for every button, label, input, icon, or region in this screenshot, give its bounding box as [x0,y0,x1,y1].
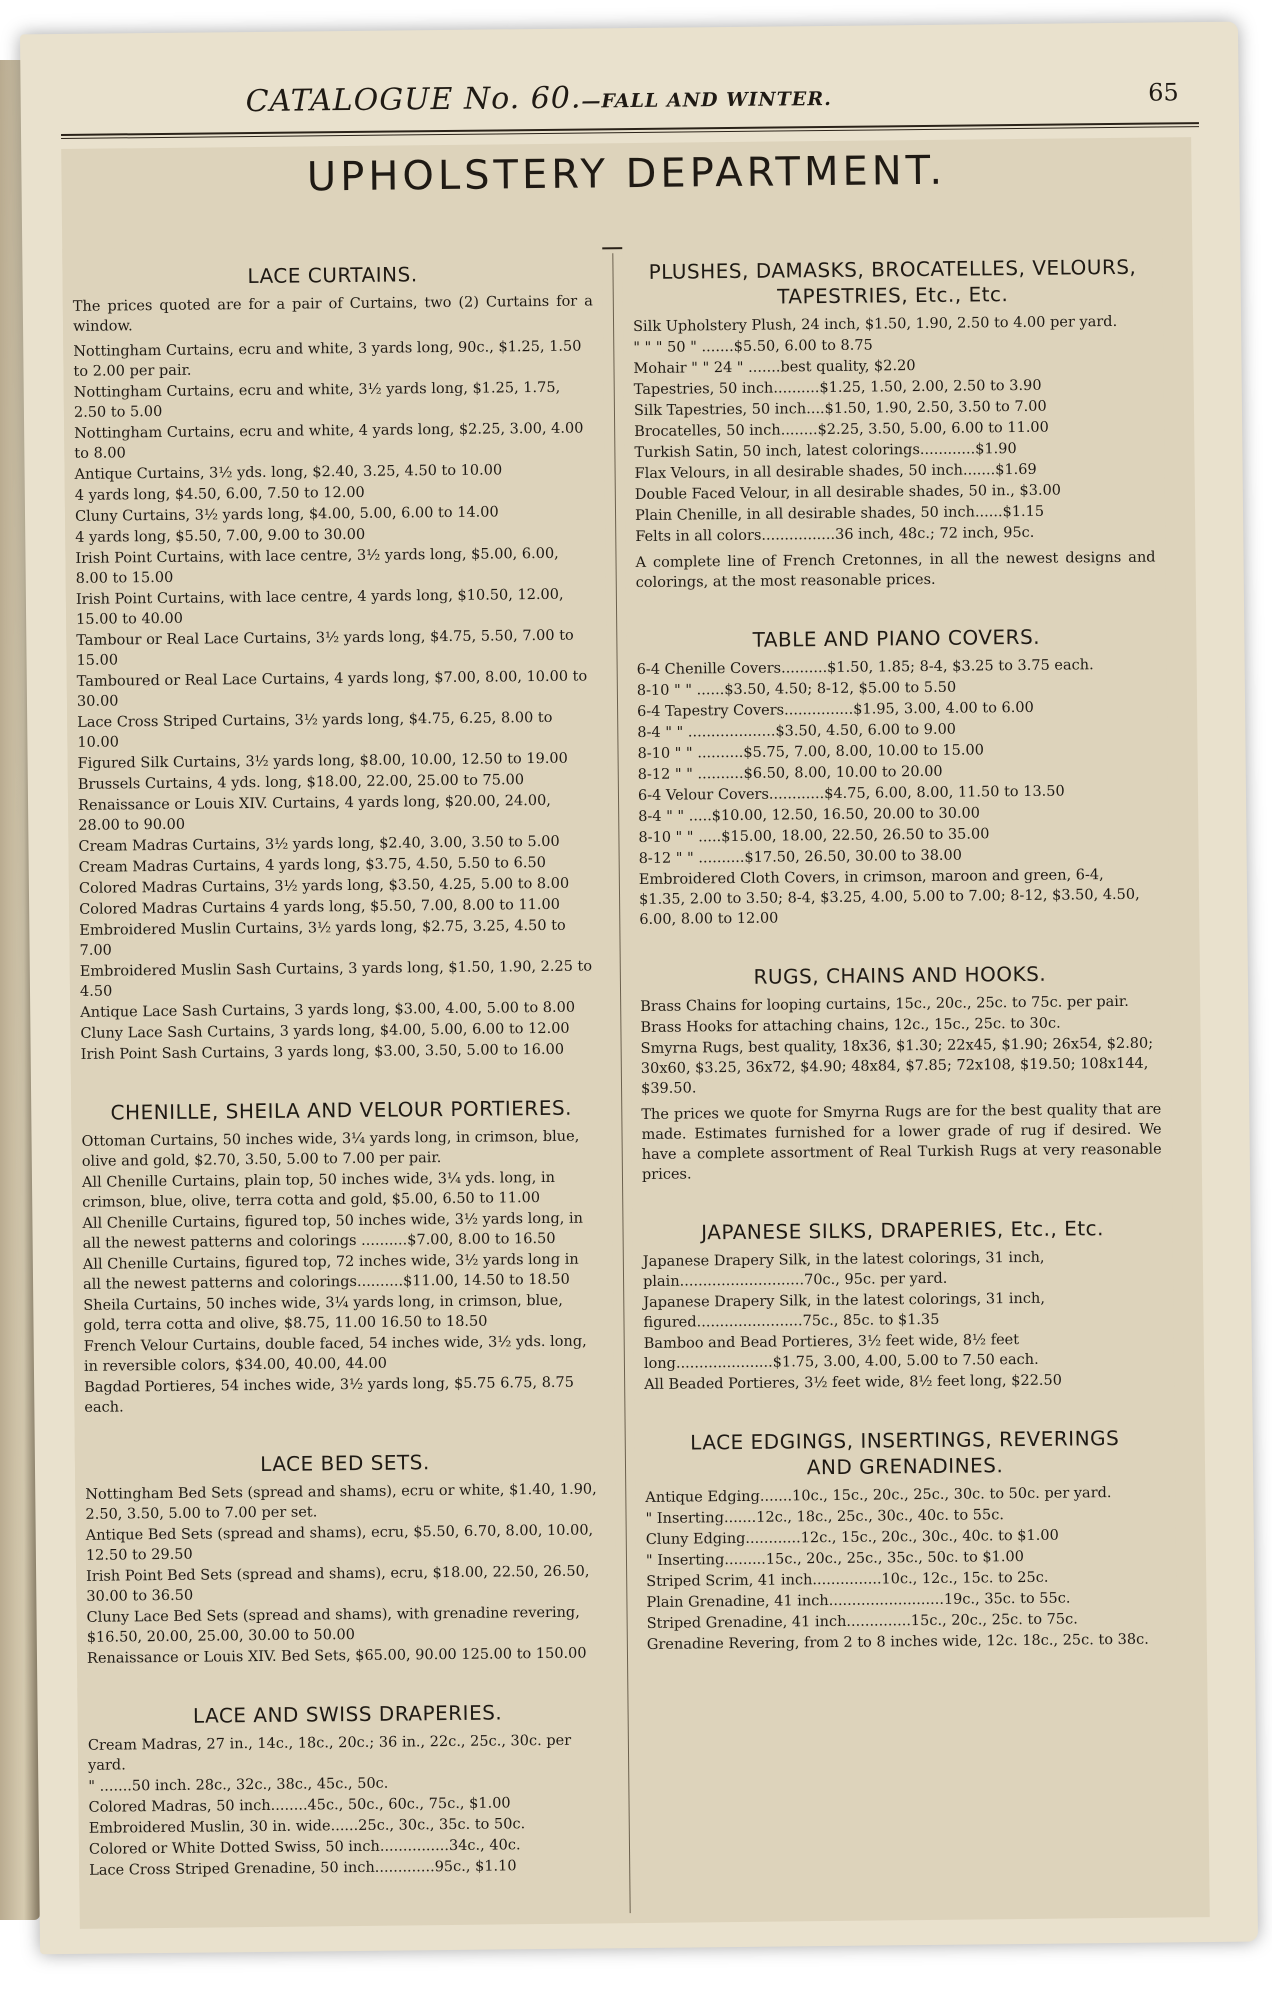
price-list-item-text: Cluny Edging............12c., 15c., 20c., 30c., 40c. to $1.00 [645,1527,1059,1548]
price-list-item-text: Embroidered Muslin, 30 in. wide......25c., 30c., 35c. to 50c. [88,1815,526,1837]
price-list [85,1479,607,1668]
price-list-item [73,336,593,381]
price-list-item-text: Renaissance or Louis XIV. Curtains, 4 yards long, $20.00, 24.00, 28.00 to 90.00 [77,792,551,834]
edgings-section [634,1408,1177,1664]
swiss-draperies-section [77,1682,619,1890]
price-list-item-text: Colored Madras Curtains 4 yards long, $5.50, 7.00, 8.00 to 11.00 [79,896,561,918]
price-list-item-text: French Velour Curtains, double faced, 54 inches wide, 3½ yds. long, in reversible colors, $34.00, 40.00, 44.00 [83,1333,587,1375]
section-title: CHENILLE, SHEILA AND VELOUR PORTIERES. [110,1095,573,1125]
left-column [62,243,619,1899]
right-column [622,237,1177,1673]
price-list-item-text: Cream Madras Curtains, 4 yards long, $3.75, 4.50, 5.50 to 6.50 [78,854,546,876]
price-list [81,1126,604,1417]
price-list [643,1246,1164,1394]
price-list-item-text: Nottingham Bed Sets (spread and shams), ecru or white, $1.40, 1.90, 2.50, 3.50, 5.00 to 7.00 per set. [85,1481,597,1523]
price-list-item [78,790,598,835]
price-list-item-text: Plain Grenadine, 41 inch.........................19c., 35c. to 55c. [646,1590,1071,1611]
content-area [61,137,1210,1929]
rugs-section [630,943,1173,1194]
price-list-item-text: Plain Chenille, in all desirable shades, 50 inch......$1.15 [634,503,1045,525]
price-list-item-text: Japanese Drapery Silk, in the latest colorings, 31 inch, plain...........................70c., 95c. per yard. [642,1249,1045,1290]
price-list-item-text: Colored or White Dotted Swiss, 50 inch...............34c., 40c. [88,1836,521,1858]
catalogue-title [246,78,832,119]
catalogue-page [20,22,1258,1955]
price-list-item-text: Tamboured or Real Lace Curtains, 4 yards long, $7.00, 8.00, 10.00 to 30.00 [76,668,588,710]
section-intro: The prices quoted are for a pair of Curtains, two (2) Curtains for a window. [72,293,593,336]
price-list-item-text: Antique Bed Sets (spread and shams), ecru, $5.50, 6.70, 8.00, 10.00, 12.50 to 29.50 [85,1522,594,1564]
price-list-item-text: Antique Lace Sash Curtains, 3 yards long, $3.00, 4.00, 5.00 to 8.00 [80,999,576,1021]
price-list-item-text: Striped Scrim, 41 inch...............10c., 12c., 15c. to 25c. [646,1569,1049,1590]
price-list-item-text: 8-12 " " ..........$6.50, 8.00, 10.00 to 20.00 [637,763,943,783]
price-list-item [635,522,1155,547]
price-list-item [84,1372,604,1417]
price-list-item-text: Grenadine Revering, from 2 to 8 inches wide, 12c. 18c., 25c. to 38c. [646,1631,1149,1653]
price-list-item-text: " Inserting.......12c., 18c., 25c., 30c., 40c. to 55c. [645,1506,1005,1527]
price-list-item-text: Cream Madras Curtains, 3½ yards long, $2.40, 3.00, 3.50 to 5.00 [78,833,560,855]
price-list-item-text: Irish Point Sash Curtains, 3 yards long, $3.00, 3.50, 5.00 to 16.00 [80,1041,565,1063]
section-title: TABLE AND PIANO COVERS. [752,624,1041,652]
section-note: A complete line of French Cretonnes, in all the newest designs and colorings, at the most reasonable prices. [635,549,1156,592]
bed-sets-section [75,1431,617,1678]
section-title: LACE BED SETS. [260,1449,430,1476]
price-list-item-text: Colored Madras Curtains, 3½ yards long, $3.50, 4.25, 5.00 to 8.00 [78,875,570,897]
price-list-item-text: Brussels Curtains, 4 yds. long, $18.00, 22.00, 25.00 to 75.00 [77,771,525,793]
japanese-silks-section [632,1198,1174,1404]
price-list-item [86,1561,606,1606]
price-list-item [82,1208,602,1253]
price-list-item-text: Embroidered Cloth Covers, in crimson, maroon and green, 6-4, $1.35, 2.00 to 3.50; 8-4, $3.25, 4.00, 5.00 to 7.00; 8-12, $3.50, 4.50, 6.00, 8.00 to 12.00 [638,866,1140,928]
price-list-item-text: Sheila Curtains, 50 inches wide, 3¼ yards long, in crimson, blue, gold, terra cotta and olive, $8.75, 11.00 16.50 to 18.50 [83,1292,563,1334]
price-list-item [644,1369,1164,1394]
price-list-item-text: Lace Cross Striped Grenadine, 50 inch.............95c., $1.10 [89,1857,517,1879]
price-list-item [80,956,600,1001]
price-list-item [647,1629,1167,1654]
price-list-item-text: Embroidered Muslin Sash Curtains, 3 yards long, $1.50, 1.90, 2.25 to 4.50 [79,958,593,1000]
price-list-item-text: 6-4 Chenille Covers..........$1.50, 1.85; 8-4, $3.25 to 3.75 each. [636,656,1094,678]
header-rule [61,122,1199,139]
price-list [637,654,1160,929]
section-title: RUGS, CHAINS AND HOOKS. [753,961,1047,989]
price-list-item-text: Tapestries, 50 inch..........$1.25, 1.50, 2.00, 2.50 to 3.90 [633,377,1042,399]
price-list-item-text: Bagdad Portieres, 54 inches wide, 3½ yards long, $5.75 6.75, 8.75 each. [84,1374,575,1416]
price-list-item-text: Striped Grenadine, 41 inch..............15c., 20c., 25c. to 75c. [646,1611,1078,1632]
price-list-item-text: Irish Point Curtains, with lace centre, 3½ yards long, $5.00, 6.00, 8.00 to 15.00 [75,545,559,587]
price-list-item-text: 8-10 " " ..........$5.75, 7.00, 8.00, 10.00 to 15.00 [637,741,984,762]
price-list-item [86,1520,606,1565]
price-list-item-text: Cluny Lace Sash Curtains, 3 yards long, $4.00, 5.00, 6.00 to 12.00 [80,1020,570,1042]
price-list-item-text: Colored Madras, 50 inch........45c., 50c., 60c., 75c., $1.00 [88,1794,511,1816]
price-list-item-text: Irish Point Bed Sets (spread and shams), ecru, $18.00, 22.50, 26.50, 30.00 to 36.50 [86,1563,590,1605]
portieres-section [71,1078,615,1427]
price-list-item-text: Cluny Lace Bed Sets (spread and shams), with grenadine revering, $16.50, 20.00, 25.00, 30.00 to 50.00 [86,1604,580,1646]
price-list-item-text: 8-4 " " .....$10.00, 12.50, 16.50, 20.00 to 30.00 [638,805,981,825]
price-list-item-text: Renaissance or Louis XIV. Bed Sets, $65.00, 90.00 125.00 to 150.00 [86,1645,587,1667]
plushes-section [622,237,1166,601]
price-list-item-text: All Chenille Curtains, figured top, 72 inches wide, 3½ yards long in all the newest patterns and colorings..........$11.00, 14.50 to 18.50 [82,1251,579,1293]
price-list [73,336,601,1064]
price-list-item-text: Double Faced Velour, in all desirable shades, 50 in., $3.00 [634,482,1062,504]
price-list-item-text: Nottingham Curtains, ecru and white, 3½ yards long, $1.25, 1.75, 2.50 to 5.00 [73,379,561,421]
catalogue-season: —FALL AND WINTER. [581,87,832,113]
price-list-item [77,666,597,711]
section-title: JAPANESE SILKS, DRAPERIES, Etc., Etc. [701,1215,1105,1245]
price-list-item [641,1033,1162,1098]
section-title [632,254,1153,311]
price-list-item-text: " " " 50 " .......$5.50, 6.00 to 8.75 [633,337,873,357]
price-list-item-text: " .......50 inch. 28c., 32c., 38c., 45c., 50c. [88,1775,389,1795]
price-list-item-text: Brass Chains for looping curtains, 15c., 20c., 25c. to 75c. per pair. [640,993,1129,1015]
price-list-item [74,418,594,463]
price-list-item-text: 6-4 Tapestry Covers...............$1.95, 3.00, 4.00 to 6.00 [637,699,1034,720]
price-list-item-text: 4 yards long, $4.50, 6.00, 7.50 to 12.00 [74,484,365,504]
price-list-item [81,1126,601,1171]
price-list-item-text: Ottoman Curtains, 50 inches wide, 3¼ yards long, in crimson, blue, olive and gold, $2.70, 3.50, 5.00 to 7.00 per pair. [81,1128,580,1170]
price-list [640,991,1161,1098]
price-list [88,1730,609,1880]
price-list-item [89,1855,609,1880]
price-list-item [87,1643,607,1668]
table-covers-section [626,606,1169,939]
price-list-item-text: " Inserting.........15c., 20c., 25c., 35c., 50c. to $1.00 [645,1548,1024,1569]
price-list-item [644,1328,1164,1373]
page-number: 65 [1147,78,1179,107]
price-list-item-text: 8-4 " " ...................$3.50, 4.50, 6.00 to 9.00 [637,721,957,741]
price-list-item-text: All Chenille Curtains, plain top, 50 inches wide, 3¼ yds. long, in crimson, blue, olive, terra cotta and gold, $5.00, 6.50 to 11.00 [81,1169,556,1211]
section-title-line-2: AND GRENADINES. [806,1452,1004,1480]
price-list-item-text: Figured Silk Curtains, 3½ yards long, $8.00, 10.00, 12.50 to 19.00 [77,750,568,772]
price-list-item-text: Mohair " " 24 " .......best quality, $2.20 [633,358,916,378]
price-list-item-text: Silk Tapestries, 50 inch....$1.50, 1.90, 2.50, 3.50 to 7.00 [633,398,1047,420]
section-title-line-1: LACE EDGINGS, INSERTINGS, REVERINGS [690,1425,1120,1455]
section-note: The prices we quote for Smyrna Rugs are for the best quality that are made. Estimates furnished for a lower grade of rug if desired. We have a complete assortment of Real Turkish Rugs at very reasonable prices. [641,1101,1162,1184]
price-list-item-text: 6-4 Velour Covers............$4.75, 6.00, 8.00, 11.50 to 13.50 [637,783,1065,804]
price-list-item-text: 4 yards long, $5.50, 7.00, 9.00 to 30.00 [75,526,366,546]
price-list-item [643,1287,1163,1332]
price-list-item-text: Embroidered Muslin Curtains, 3½ yards long, $2.75, 3.25, 4.50 to 7.00 [79,917,566,959]
price-list-item-text: Cream Madras, 27 in., 14c., 18c., 20c.; 36 in., 22c., 25c., 30c. per yard. [87,1732,572,1774]
price-list-item-text: Turkish Satin, 50 inch, latest colorings............$1.90 [634,441,1017,462]
price-list-item-text: Brass Hooks for attaching chains, 12c., 15c., 25c. to 30c. [640,1015,1061,1036]
price-list-item-text: Nottingham Curtains, ecru and white, 3 yards long, 90c., $1.25, 1.50 to 2.00 per pair. [73,338,582,380]
price-list-item-text: Brocatelles, 50 inch........$2.25, 3.50, 5.00, 6.00 to 11.00 [634,419,1049,441]
price-list-item-text: 8-12 " " ..........$17.50, 26.50, 30.00 to 38.00 [638,847,963,867]
price-list-item-text: Flax Velours, in all desirable shades, 50 inch.......$1.69 [634,461,1037,483]
price-list-item [77,707,597,752]
price-list-item-text: Japanese Drapery Silk, in the latest colorings, 31 inch, figured.......................75c., 85c. to $1.35 [643,1290,1045,1331]
price-list-item [76,625,596,670]
price-list-item [74,377,594,422]
price-list-item-text: Irish Point Curtains, with lace centre, 4 yards long, $10.50, 12.00, 15.00 to 40.00 [75,586,564,628]
price-list-item [639,864,1160,929]
section-title [645,1424,1166,1481]
section-title-line-1: PLUSHES, DAMASKS, BROCATELLES, VELOURS, [648,254,1137,284]
lace-curtains-section [62,243,611,1073]
catalogue-number: CATALOGUE No. 60. [245,80,582,120]
section-title: LACE AND SWISS DRAPERIES. [192,1700,503,1728]
price-list-item [76,584,596,629]
price-list-item-text: Antique Curtains, 3½ yds. long, $2.40, 3.25, 4.50 to 10.00 [74,461,503,483]
price-list-item-text: Smyrna Rugs, best quality, 18x36, $1.30; 22x45, $1.90; 26x54, $2.80; 30x60, $3.25, 36x72, $4.90; 48x84, $7.85; 72x108, $19.50; 108x144, $39.50. [640,1035,1154,1097]
price-list [633,312,1155,547]
price-list-item [643,1246,1163,1291]
price-list-item-text: Silk Upholstery Plush, 24 inch, $1.50, 1.90, 2.50 to 4.00 per yard. [632,313,1118,336]
price-list-item-text: Antique Edging.......10c., 15c., 20c., 25c., 30c. to 50c. per yard. [645,1484,1112,1506]
section-title: LACE CURTAINS. [247,262,418,289]
price-list-item [83,1249,603,1294]
price-list-item [85,1479,605,1524]
price-list-item-text: Lace Cross Striped Curtains, 3½ yards long, $4.75, 6.25, 8.00 to 10.00 [77,709,553,751]
price-list-item [84,1331,604,1376]
price-list-item-text: 8-10 " " ......$3.50, 4.50; 8-12, $5.00 to 5.50 [636,679,957,699]
price-list-item-text: Nottingham Curtains, ecru and white, 4 yards long, $2.25, 3.00, 4.00 to 8.00 [74,420,584,462]
department-title: UPHOLSTERY DEPARTMENT. [306,147,947,201]
price-list-item [75,543,595,588]
price-list-item-text: Felts in all colors................36 inch, 48c.; 72 inch, 95c. [635,524,1035,546]
price-list-item-text: Cluny Curtains, 3½ yards long, $4.00, 5.00, 6.00 to 14.00 [74,504,499,525]
price-list-item [88,1730,608,1775]
price-list [645,1482,1167,1654]
price-list-item [86,1602,606,1647]
price-list-item-text: All Chenille Curtains, figured top, 50 inches wide, 3½ yards long, in all the newest patterns and colorings ..........$7.00, 8.00 to 16.50 [82,1210,583,1252]
price-list-item-text: 8-10 " " .....$15.00, 18.00, 22.50, 26.50 to 35.00 [638,825,990,846]
price-list-item-text: Tambour or Real Lace Curtains, 3½ yards long, $4.75, 5.50, 7.00 to 15.00 [76,627,574,669]
page-header [20,60,1239,133]
price-list-item [81,1039,601,1064]
price-list-item-text: Bamboo and Bead Portieres, 3½ feet wide, 8½ feet long.....................$1.75, 3.00, 4.00, 5.00 to 7.50 each. [643,1331,1039,1372]
price-list-item [83,1290,603,1335]
price-list-item-text: All Beaded Portieres, 3½ feet wide, 8½ feet long, $22.50 [644,1372,1063,1393]
section-title-line-2: TAPESTRIES, Etc., Etc. [777,282,1009,309]
price-list-item [79,915,599,960]
price-list-item [82,1167,602,1212]
